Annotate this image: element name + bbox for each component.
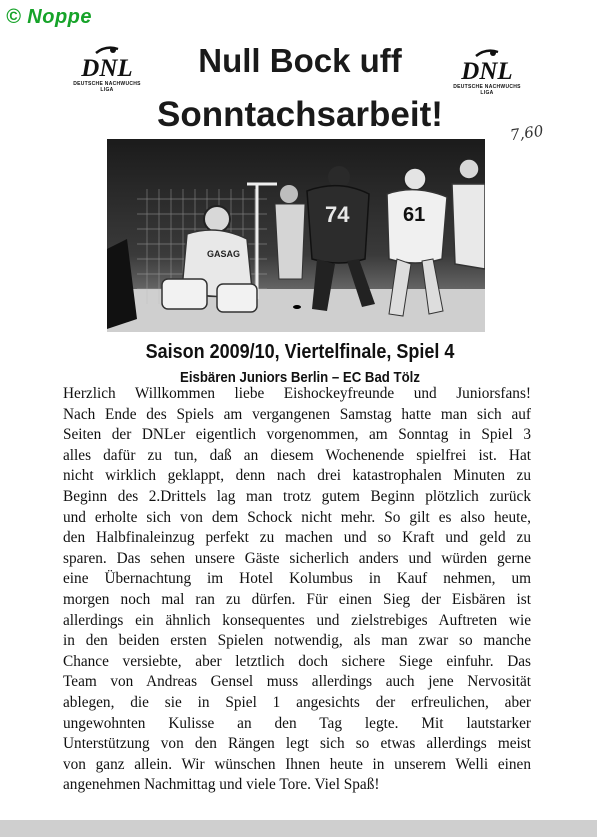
article-body: [63, 384, 531, 796]
article-line: und erholte sich von dem Schock nicht mehr. So gilt es also heute,: [63, 508, 531, 526]
article-heading: Saison 2009/10, Viertelfinale, Spiel 4: [145, 341, 455, 363]
article-line: von ganz allein. Wir wünschen Ihnen heute in unserem Welli einen: [63, 755, 531, 773]
hockey-game-photo: [107, 139, 485, 332]
article-line: Team von Andreas Gensel muss allerdings auch jene Nervosität: [63, 673, 531, 691]
article-line: Herzlich Willkommen liebe Eishockeyfreunde und Juniorsfans!: [63, 385, 531, 402]
page-title-line2: Sonntachsarbeit!: [157, 95, 443, 134]
dnl-logo-text: DNL: [461, 58, 513, 84]
dnl-logo-text: DNL: [81, 55, 133, 81]
jersey-number-61: 61: [403, 204, 426, 226]
article-line: angenehmen Nachmittag und viele Tore. Viel Spaß!: [63, 776, 380, 794]
svg-text:GASAG: GASAG: [207, 249, 241, 259]
article-line: nicht wirklich geklappt, denn nach drei katastrophalen Minuten zu: [63, 467, 531, 485]
article-line: Nach Ende des Spiels am vergangenen Samstag hatte man sich auf: [63, 405, 531, 423]
article-line: Seiten der DNLer eigentlich vorgenommen, am Sonntag in Spiel 3: [63, 426, 531, 444]
jersey-number-74: 74: [325, 202, 350, 227]
article-line: den Halbfinaleinzug perfekt zu machen und so Kraft und geld zu: [63, 529, 531, 547]
article-line: alles dafür zu tun, daß an diesem Wochenende spielfrei ist. Hat: [63, 446, 531, 464]
article-line: Beginn des 2.Drittels lag man trotz gutem Beginn plötzlich zurück: [63, 487, 531, 505]
article-line: ablegen, die sie in Spiel 1 angesichts der erfreulichen, aber: [63, 693, 531, 711]
watermark: © Noppe: [6, 6, 93, 28]
dnl-logo-left: [66, 45, 148, 91]
dnl-logo-mark: [446, 48, 528, 84]
article-line: morgen noch mal ran zu dürfen. Für einen Sieg der Eisbären ist: [63, 590, 531, 608]
dnl-logo-mark: [66, 45, 148, 81]
article-line: allerdings ein ähnlich konsequentes und zielstrebiges Auftreten wie: [63, 611, 531, 629]
puck: [293, 305, 301, 309]
article-line: Chance versiebte, aber letztlich doch sichere Siege einfuhr. Das: [63, 652, 531, 670]
handwritten-price-note: 7,60: [508, 121, 545, 145]
dnl-logo-subtitle: DEUTSCHE NACHWUCHS LIGA: [73, 81, 141, 93]
article-matchup: Eisbären Juniors Berlin – EC Bad Tölz: [180, 369, 420, 386]
dnl-logo-subtitle: DEUTSCHE NACHWUCHS LIGA: [453, 84, 521, 96]
page-title-line1: Null Bock uff: [198, 42, 402, 79]
article-line: in den beiden ersten Spielen notwendig, als man zwar so manche: [63, 632, 531, 650]
article-line: sparen. Das sehen unsere Gäste sicherlich anders und würden gerne: [63, 549, 531, 567]
article-line: eine Übernachtung im Hotel Kolumbus in Kauf nehmen, um: [63, 570, 531, 588]
dnl-logo-right: [446, 48, 528, 94]
scan-bottom-edge: [0, 820, 597, 837]
article-line: Unterstützung von den Rängen legt sich so etwas allerdings meist: [63, 735, 531, 753]
article-line: ungewohnten Kulisse an den Tag legte. Mit lautstarker: [63, 714, 531, 732]
